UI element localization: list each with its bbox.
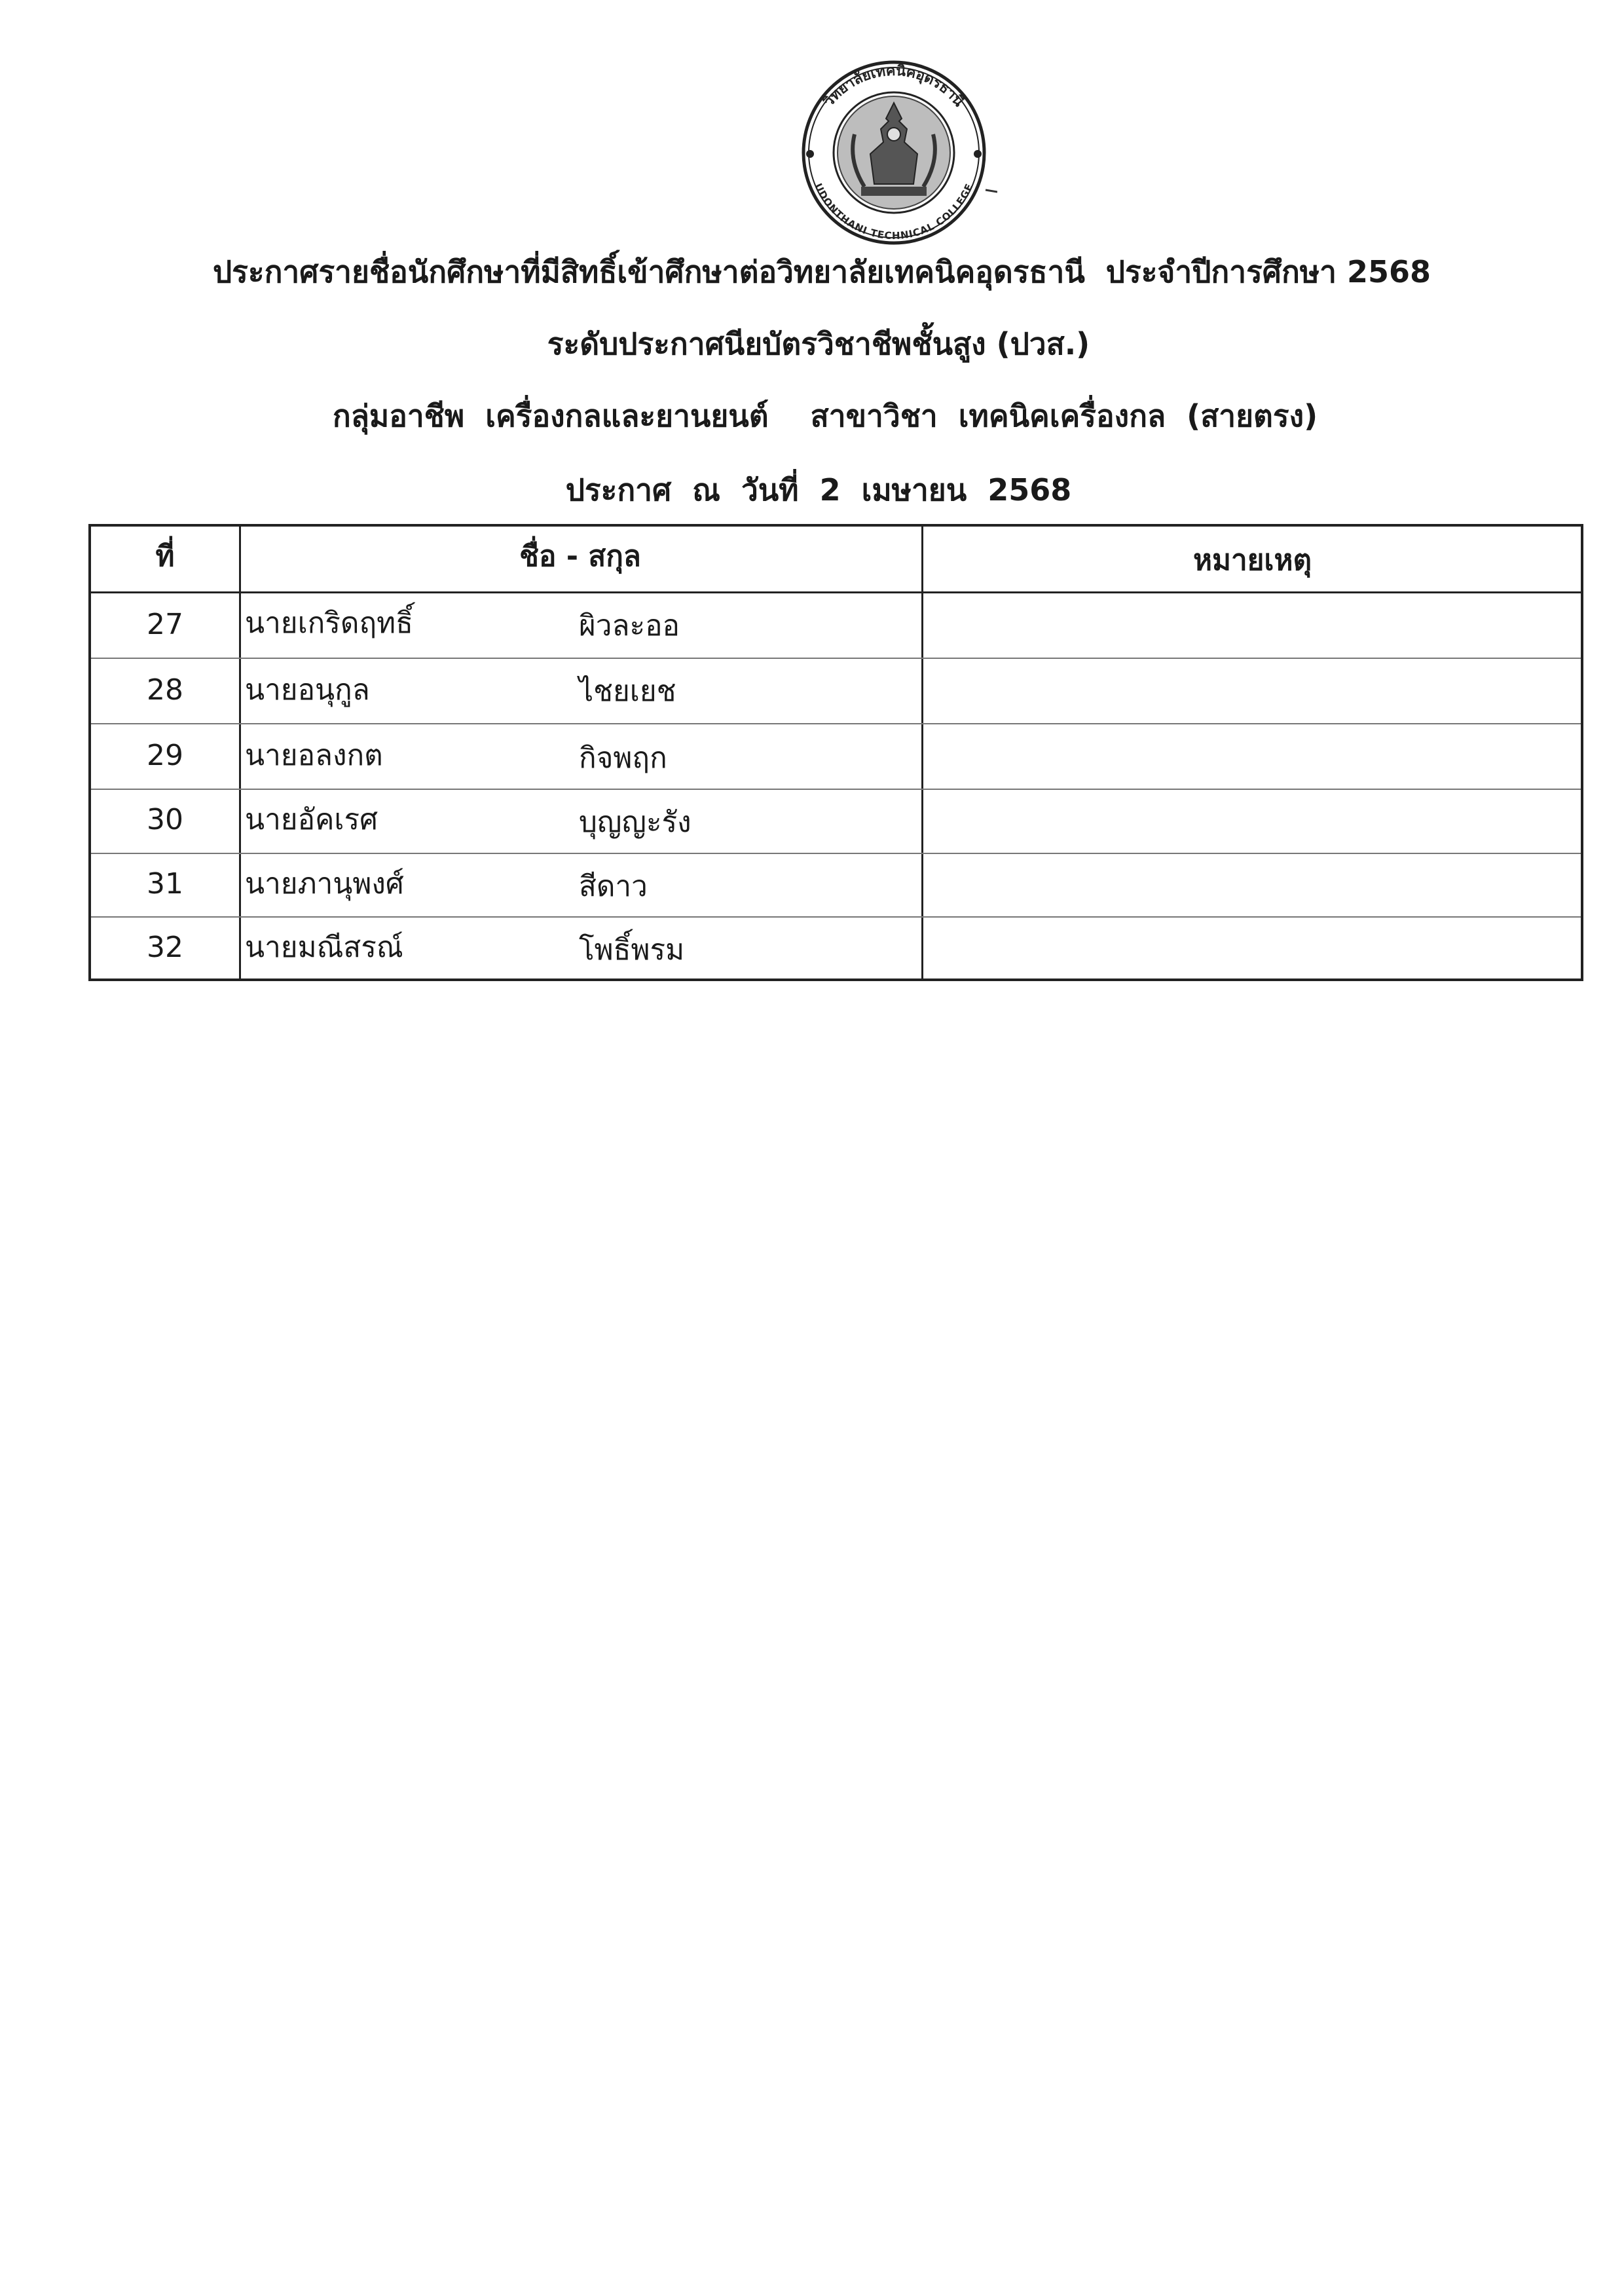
table-row-last-name: ผิวละออ [579, 609, 680, 643]
table-row-last-name: สีดาว [579, 870, 648, 903]
column-header-name: ชื่อ - สกุล [519, 540, 641, 573]
table-row-last-name: ไชยเยช [579, 675, 676, 708]
table-row-number: 27 [147, 608, 183, 641]
table-row-first-name: นายอลงกต [245, 739, 383, 772]
table-row-last-name: บุญญะรัง [579, 806, 692, 839]
row-divider [91, 853, 1581, 854]
table-row-first-name: นายอนุกูล [245, 673, 370, 707]
table-row-number: 30 [147, 803, 183, 836]
program-major: กลุ่มอาชีพ เครื่องกลและยานยนต์ สาขาวิชา เทคนิคเครื่องกล (สายตรง) [332, 398, 1318, 434]
table-row-first-name: นายเกริดฤทธิ์ [245, 606, 413, 640]
seal-top-text: วิทยาลัยเทคนิคอุดรธานี [821, 62, 967, 110]
row-divider [91, 789, 1581, 790]
table-row-last-name: กิจพฤก [579, 741, 667, 775]
table-row-number: 28 [147, 673, 183, 707]
college-seal-icon [789, 56, 997, 246]
header-divider [91, 591, 1581, 593]
table-row-last-name: โพธิ์พรม [579, 933, 685, 967]
column-header-no: ที่ [155, 540, 175, 573]
row-divider [91, 916, 1581, 918]
column-divider [921, 527, 923, 979]
announcement-date: ประกาศ ณ วันที่ 2 เมษายน 2568 [565, 472, 1072, 508]
education-level: ระดับประกาศนียบัตรวิชาชีพชั้นสูง (ปวส.) [547, 326, 1090, 362]
announcement-title: ประกาศรายชื่อนักศึกษาที่มีสิทธิ์เข้าศึกษาต่อวิทยาลัยเทคนิคอุดรธานี ประจำปีการศึกษา 2568 [212, 254, 1431, 289]
table-row-first-name: นายอัคเรศ [245, 803, 378, 836]
table-row-first-name: นายภานุพงศ์ [245, 867, 404, 901]
column-divider [239, 527, 241, 979]
row-divider [91, 658, 1581, 659]
row-divider [91, 723, 1581, 724]
table-row-number: 32 [147, 931, 183, 964]
table-row-first-name: นายมณีสรณ์ [245, 931, 403, 964]
student-table [88, 524, 1583, 981]
table-row-number: 31 [147, 867, 183, 901]
column-header-remark: หมายเหตุ [1192, 544, 1312, 577]
seal-bottom-text: UDONTHANI TECHNICAL COLLEGE [812, 181, 976, 242]
table-row-number: 29 [147, 739, 183, 772]
